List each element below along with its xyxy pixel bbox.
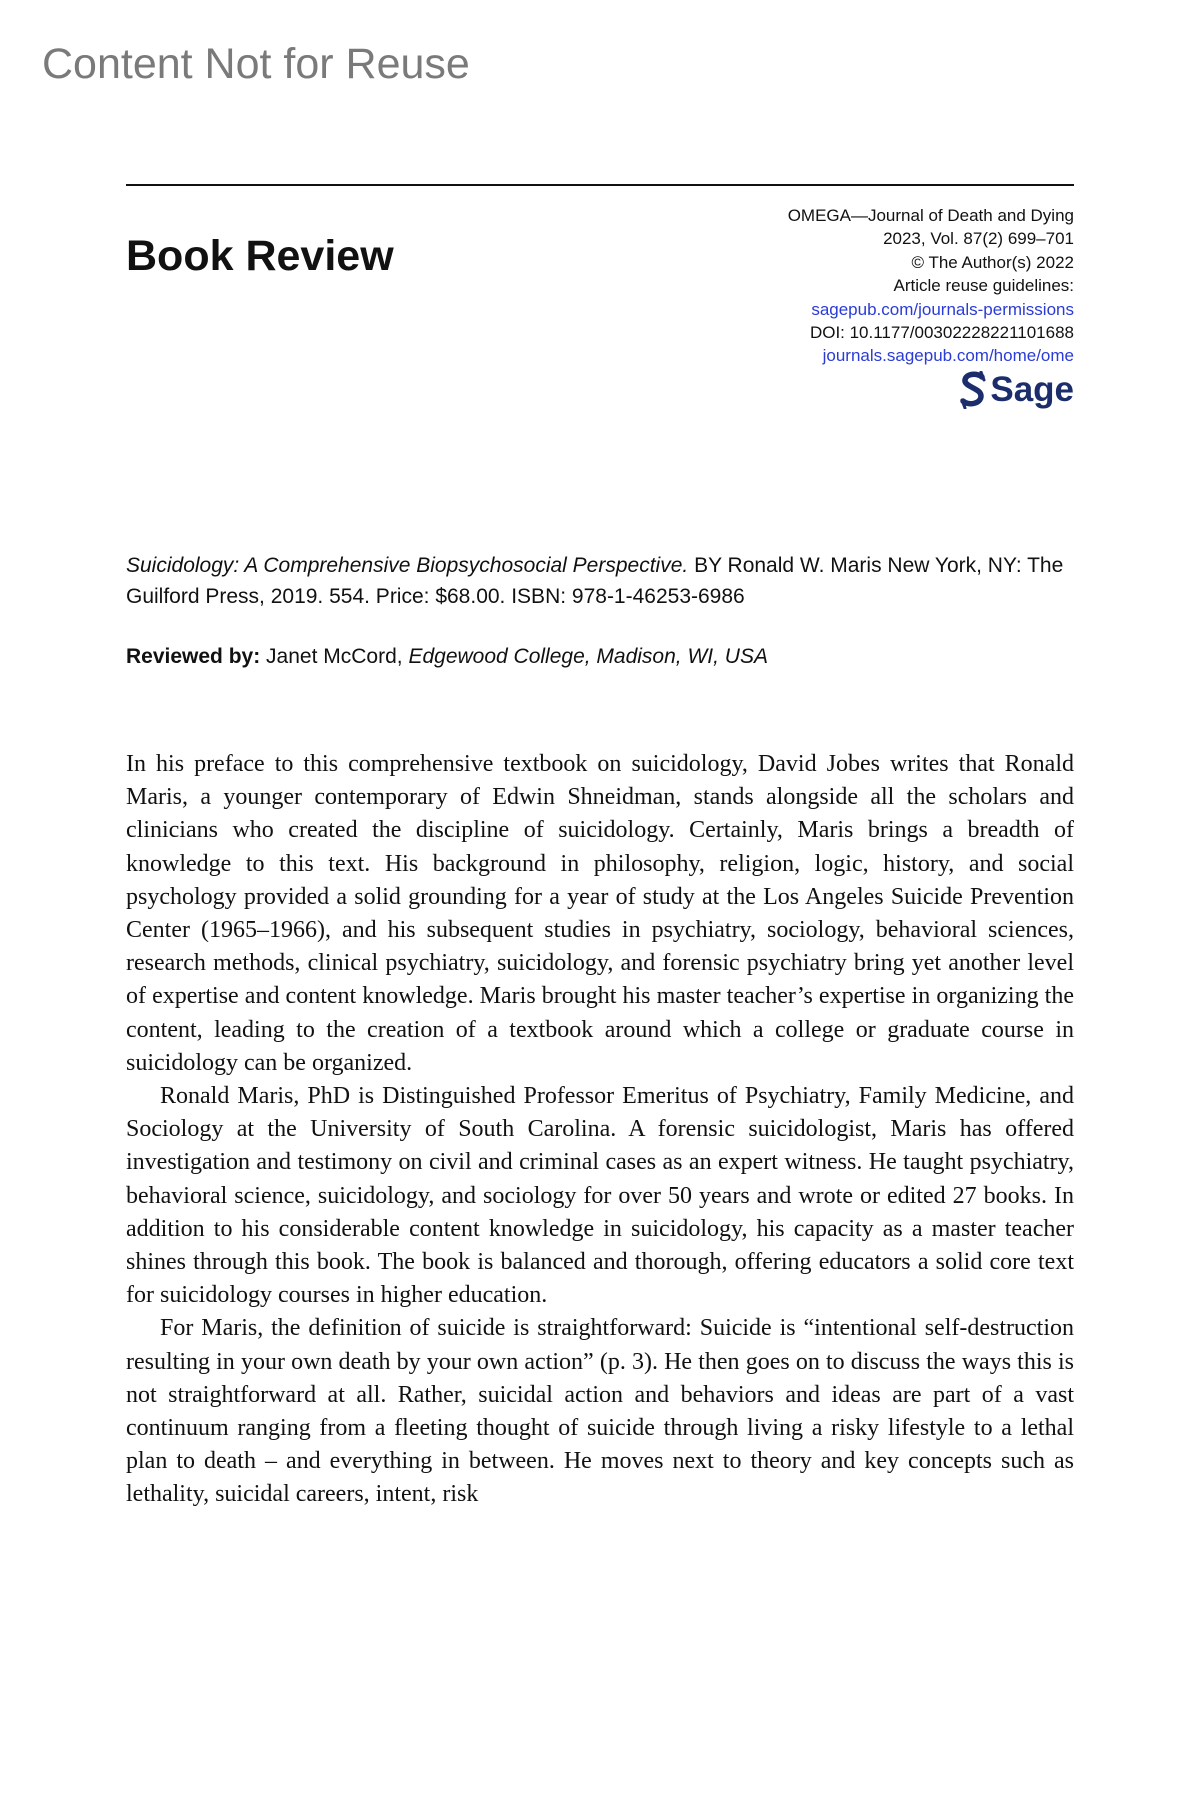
journal-name: OMEGA—Journal of Death and Dying [787, 206, 1074, 225]
journal-metadata [788, 204, 1074, 368]
publisher-logo [960, 370, 1074, 410]
body-paragraph: For Maris, the definition of suicide is straightforward: Suicide is “intentional self-destruction resulting in your own death by your own action” (p. 3). He then goes on to discuss the ways this is not straightforward at all. Rather, suicidal action and behaviors and ideas are part of a vast continuum ranging from a fleeting thought of suicide through living a risky lifestyle to a lethal plan to death – and everything in between. He moves next to theory and key concepts such as lethality, suicidal careers, intent, risk [126, 1315, 1074, 1508]
watermark: Content Not for Reuse [42, 40, 470, 88]
book-details: BY Ronald W. Maris New York, NY: The Guilford Press, 2019. 554. Price: $68.00. ISBN: 978-1-46253-6986 [126, 554, 1064, 608]
reviewer-affiliation: Edgewood College, Madison, WI, USA [408, 645, 768, 668]
sage-s-icon [960, 371, 986, 409]
journal-volume-pages: 2023, Vol. 87(2) 699–701 [883, 229, 1074, 249]
body-paragraph: Ronald Maris, PhD is Distinguished Professor Emeritus of Psychiatry, Family Medicine, and Sociology at the University of South Carolina. A forensic suicidologist, Maris has offered investigation and testimony on civil and criminal cases as an expert witness. He taught psychiatry, behavioral science, suicidology, and sociology for over 50 years and wrote or edited 27 books. In addition to his considerable content knowledge in suicidology, his capacity as a master teacher shines through this book. The book is balanced and thorough, offering educators a solid core text for suicidology courses in higher education. [126, 1083, 1074, 1309]
journal-home-link[interactable]: journals.sagepub.com/home/ome [822, 346, 1074, 366]
body-paragraph: In his preface to this comprehensive textbook on suicidology, David Jobes writes that Ronald Maris, a younger contemporary of Edwin Shneidman, stands alongside all the scholars and clinicians who created the discipline of suicidology. Certainly, Maris brings a breadth of knowledge to this text. His background in philosophy, religion, logic, history, and social psychology provided a solid grounding for a year of study at the Los Angeles Suicide Prevention Center (1965–1966), and his subsequent studies in psychiatry, sociology, behavioral sciences, research methods, clinical psychiatry, suicidology, and forensic psychiatry bring yet another level of expertise and content knowledge. Maris brought his master teacher’s expertise in organizing the content, leading to the creation of a textbook around which a college or graduate course in suicidology can be organized. [126, 751, 1074, 1076]
article-type-heading: Book Review [126, 232, 394, 280]
reviewer-name: Janet McCord, [260, 645, 409, 668]
permissions-link[interactable]: sagepub.com/journals-permissions [811, 299, 1074, 319]
book-citation [126, 550, 1074, 612]
reuse-guidelines-label: Article reuse guidelines: [893, 276, 1074, 296]
reviewer-label: Reviewed by: [126, 645, 261, 668]
review-body [126, 748, 1074, 1512]
copyright-notice: © The Author(s) 2022 [911, 252, 1074, 272]
reviewer-line [126, 641, 1074, 672]
publisher-name: Sage [990, 370, 1074, 409]
doi: DOI: 10.1177/00302228221101688 [809, 323, 1074, 343]
header-rule [126, 184, 1074, 186]
book-title: Suicidology: A Comprehensive Biopsychosocial Perspective. [126, 554, 689, 577]
